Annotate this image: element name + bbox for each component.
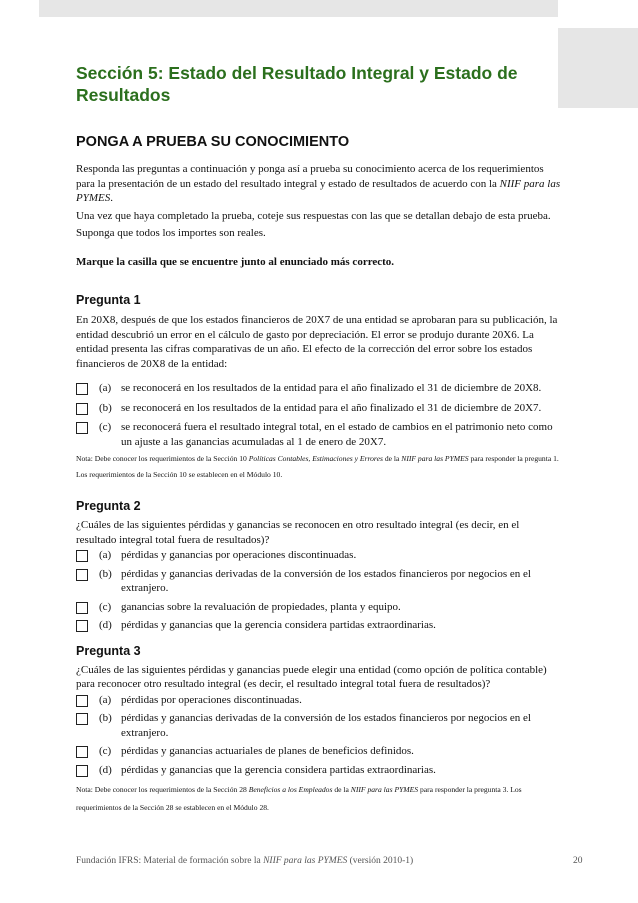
page-content	[76, 62, 562, 817]
option-text: se reconocerá en los resultados de la entidad para el año finalizado el 31 de diciembre de 20X7.	[121, 401, 542, 414]
section-tab	[558, 28, 638, 108]
option-text: ganancias sobre la revaluación de propiedades, planta y equipo.	[121, 600, 401, 613]
question-2-title: Pregunta 2	[76, 499, 141, 513]
intro-paragraph-1: Responda las preguntas a continuación y ponga así a prueba su conocimiento acerca de los requerimientos para la presentación de un estado del resultado integral y estado de resultados de acuerdo con la NIIF para las PYMES.	[76, 163, 561, 204]
answer-checkbox[interactable]	[76, 383, 88, 395]
answer-checkbox[interactable]	[76, 403, 88, 415]
option-text: pérdidas y ganancias que la gerencia considera partidas extraordinarias.	[121, 763, 436, 776]
option-text: pérdidas y ganancias por operaciones discontinuadas.	[121, 549, 357, 561]
option-letter: (a)	[99, 382, 112, 394]
option-row	[76, 401, 562, 416]
option-row	[76, 763, 562, 778]
option-row	[76, 567, 562, 596]
section-title: Sección 5: Estado del Resultado Integral y Estado de Resultados	[76, 63, 518, 105]
option-letter: (c)	[99, 421, 112, 433]
option-row	[76, 600, 562, 615]
question-3-options	[76, 693, 562, 778]
question-1-note: Nota: Debe conocer los requerimientos de la Sección 10 Políticas Contables, Estimaciones y Errores de la NIIF para las PYMES para responder la pregunta 1. Los requerimientos de la Sección 10 se establecen en el Módulo 10.	[76, 454, 559, 479]
question-1-text: En 20X8, después de que los estados financieros de 20X7 de una entidad se aprobaran para su publicación, la entidad descubrió un error en el cálculo de gasto por depreciación. El error se produjo durante 20X6. La entidad presenta las cifras comparativas de un año. El efecto de la corrección del error sobre los estados financieros de 20X8 de la entidad:	[76, 314, 558, 370]
answer-checkbox[interactable]	[76, 602, 88, 614]
option-text: pérdidas y ganancias derivadas de la conversión de los estados financieros por negocios en el extranjero.	[121, 712, 531, 739]
page-number: 20	[573, 856, 583, 866]
option-letter: (b)	[99, 401, 112, 414]
option-row	[76, 548, 562, 563]
question-2-options	[76, 548, 562, 633]
question-3-note: Nota: Debe conocer los requerimientos de la Sección 28 Beneficios a los Empleados de la NIIF para las PYMES para responder la pregunta 3. Los requerimientos de la Sección 28 se establecen en el Módulo 28.	[76, 785, 522, 812]
option-letter: (d)	[99, 763, 112, 776]
option-text: pérdidas y ganancias derivadas de la conversión de los estados financieros por negocios en el extranjero.	[121, 567, 531, 594]
question-1-title: Pregunta 1	[76, 293, 141, 307]
option-letter: (c)	[99, 600, 112, 613]
instruction: Marque la casilla que se encuentre junto al enunciado más correcto.	[76, 255, 395, 268]
answer-checkbox[interactable]	[76, 569, 88, 581]
intro-paragraph-3: Suponga que todos los importes son reales.	[76, 227, 266, 239]
option-row	[76, 744, 562, 759]
answer-checkbox[interactable]	[76, 695, 88, 707]
answer-checkbox[interactable]	[76, 422, 88, 434]
option-row	[76, 693, 562, 708]
option-letter: (a)	[99, 693, 112, 706]
option-text: se reconocerá fuera el resultado integral total, en el estado de cambios en el patrimonio neto como un ajuste a las ganancias acumuladas al 1 de enero de 20X7.	[121, 421, 553, 448]
option-text: pérdidas y ganancias actuariales de planes de beneficios definidos.	[121, 745, 414, 757]
answer-checkbox[interactable]	[76, 713, 88, 725]
question-3-text: ¿Cuáles de las siguientes pérdidas y ganancias puede elegir una entidad (como opción de política contable) para reconocer otro resultado integral (es decir, el resultado integral total fuera de resultados)?	[76, 663, 547, 690]
option-row	[76, 381, 562, 396]
question-3-title: Pregunta 3	[76, 643, 141, 658]
option-text: se reconocerá en los resultados de la entidad para el año finalizado el 31 de diciembre de 20X8.	[121, 382, 542, 394]
footer-source: Fundación IFRS: Material de formación sobre la NIIF para las PYMES (versión 2010-1)	[76, 856, 414, 866]
test-heading: PONGA A PRUEBA SU CONOCIMIENTO	[76, 134, 350, 150]
option-letter: (b)	[99, 712, 112, 724]
answer-checkbox[interactable]	[76, 620, 88, 632]
option-row	[76, 420, 562, 449]
option-letter: (b)	[99, 567, 112, 580]
answer-checkbox[interactable]	[76, 746, 88, 758]
answer-checkbox[interactable]	[76, 550, 88, 562]
option-letter: (d)	[99, 619, 112, 631]
option-text: pérdidas y ganancias que la gerencia considera partidas extraordinarias.	[121, 619, 436, 631]
answer-checkbox[interactable]	[76, 765, 88, 777]
header-bar	[39, 0, 558, 17]
option-row	[76, 618, 562, 633]
option-text: pérdidas por operaciones discontinuadas.	[121, 693, 302, 706]
option-letter: (c)	[99, 745, 112, 757]
option-letter: (a)	[99, 549, 112, 561]
question-1-options	[76, 381, 562, 449]
question-2-text: ¿Cuáles de las siguientes pérdidas y ganancias se reconocen en otro resultado integral (es decir, en el resultado integral total fuera de resultados)?	[76, 519, 520, 546]
option-row	[76, 711, 562, 740]
intro-paragraph-2: Una vez que haya completado la prueba, coteje sus respuestas con las que se detallan debajo de esta prueba.	[76, 209, 551, 222]
